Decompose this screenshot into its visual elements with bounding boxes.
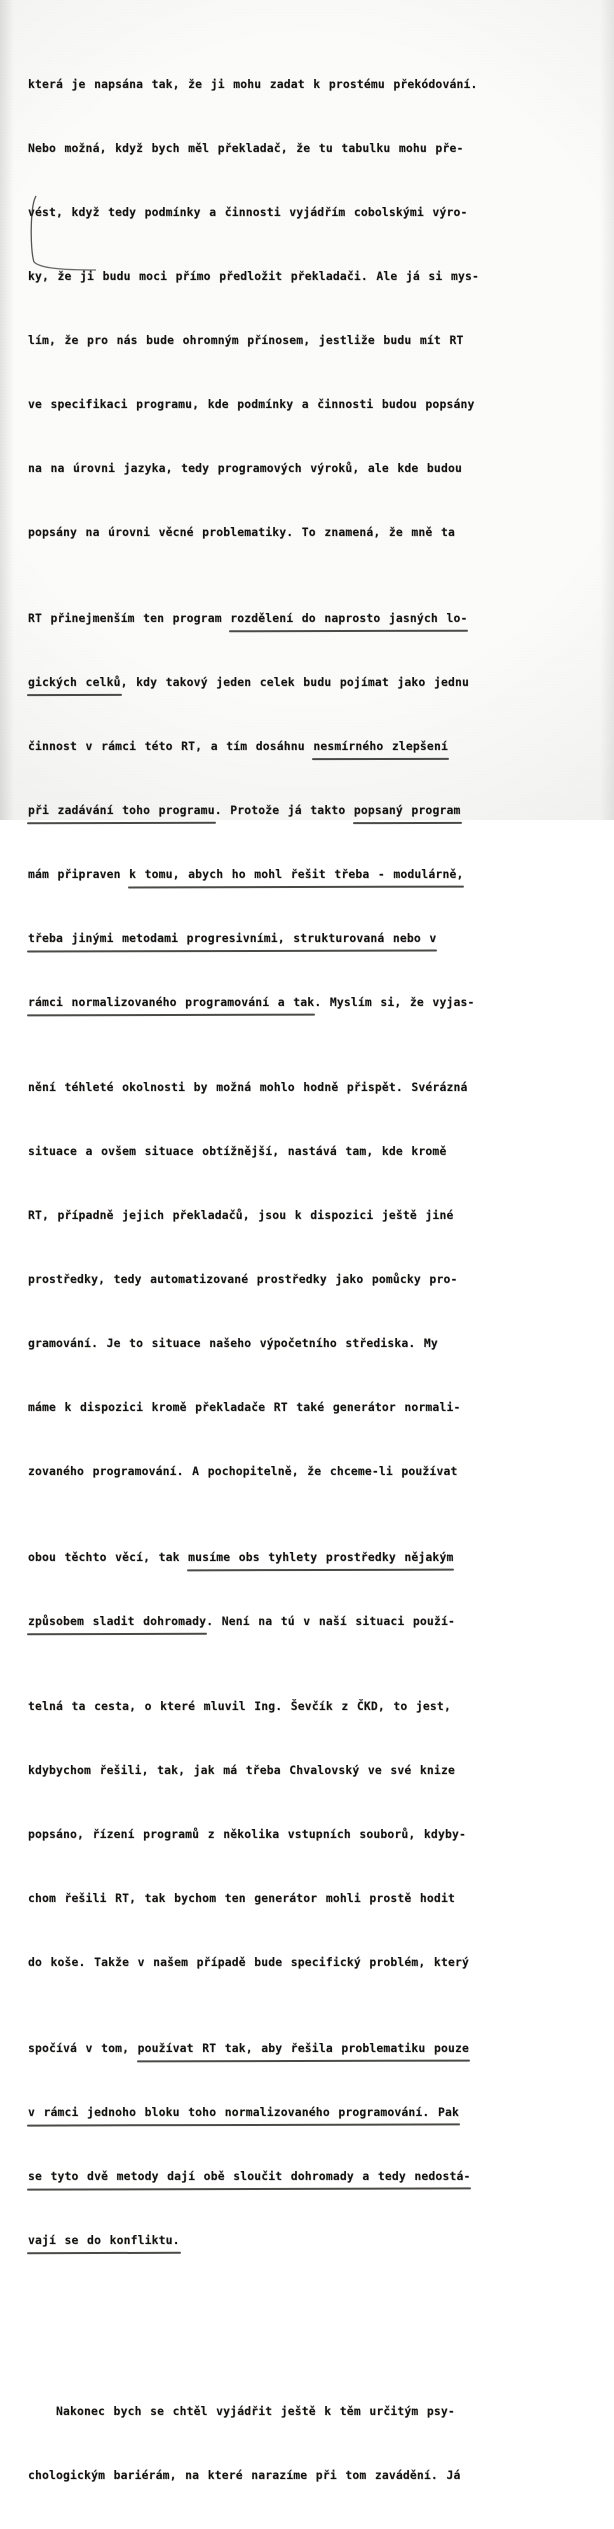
text-line: na na úrovni jazyka, tedy programových výroků, ale kde budou (28, 461, 462, 476)
text-line: do koše. Takže v našem případě bude specifický problém, který (28, 1955, 469, 1970)
text-line-annotated (28, 2038, 596, 2059)
text-line: prostředky, tedy automatizované prostředky jako pomůcky pro- (28, 1272, 458, 1287)
text-line-annotated (28, 800, 596, 821)
underline-annotation: způsobem sladit dohromady (28, 1611, 206, 1632)
text-line-annotated (28, 672, 596, 693)
text-line: která je napsána tak, že ji mohu zadat k prostému překódování. (28, 77, 478, 92)
text-segment: . Protože já takto (214, 802, 354, 817)
document-body (28, 10, 596, 2529)
text-line: chom řešili RT, tak bychom ten generátor mohli prostě hodit (28, 1891, 455, 1906)
page-left-shadow (0, 0, 14, 820)
text-line-annotated (28, 992, 596, 1013)
text-line: gramování. Je to situace našeho výpočetního střediska. My (28, 1336, 438, 1351)
underline-annotation: v rámci jednoho bloku toho normalizovaného programování. Pak (28, 2102, 459, 2123)
underline-annotation: musíme obs tyhlety prostředky nějakým (188, 1547, 453, 1568)
underline-annotation: k tomu, abych ho mohl řešit třeba - modulárně, (129, 864, 463, 885)
text-line: Nakonec bych se chtěl vyjádřit ještě k těm určitým psy- (56, 2403, 455, 2418)
text-line: vést, když tedy podmínky a činnosti vyjádřím cobolskými výro- (28, 205, 468, 220)
text-line-annotated (28, 1547, 596, 1568)
text-line-annotated (28, 928, 596, 949)
underline-annotation: popsaný program (354, 800, 461, 821)
text-line: RT, případně jejich překladačů, jsou k dispozici ještě jiné (28, 1208, 454, 1223)
text-segment: mám připraven (28, 866, 130, 881)
text-line: popsány na úrovni věcné problematiky. To znamená, že mně ta (28, 525, 455, 540)
underline-annotation: používat RT tak, aby řešila problematiku pouze (138, 2038, 469, 2059)
text-line-annotated (28, 2230, 596, 2251)
text-line: chologickým bariérám, na které narazíme při tom zavádění. Já (28, 2467, 461, 2482)
underline-annotation: rozdělení do naprosto jasných lo- (230, 608, 467, 629)
text-line: nění téhleté okolnosti by možná mohlo hodně přispět. Svérázná (28, 1080, 468, 1095)
text-line: máme k dispozici kromě překladače RT také generátor normali- (28, 1400, 461, 1415)
text-line: telná ta cesta, o které mluvil Ing. Ševčík z ČKD, to jest, (28, 1699, 451, 1714)
underline-annotation: nesmírného zlepšení (313, 736, 448, 757)
text-segment: obou těchto věcí, tak (28, 1549, 189, 1564)
text-segment: spočívá v tom, (28, 2040, 138, 2055)
text-line-annotated (28, 736, 596, 757)
text-line: Nebo možná, když bych měl překladač, že tu tabulku mohu pře- (28, 141, 464, 156)
text-line-annotated (28, 608, 596, 629)
text-line-annotated (28, 2102, 596, 2123)
underline-annotation: rámci normalizovaného programování a tak (28, 992, 314, 1013)
underline-annotation: vají se do konfliktu. (28, 2230, 180, 2251)
underline-annotation: při zadávání toho programu (28, 800, 215, 821)
underline-annotation: gických celků (28, 672, 121, 693)
text-line: ve specifikaci programu, kde podmínky a činnosti budou popsány (28, 397, 475, 412)
text-segment: . Není na tú v naší situaci použí- (206, 1613, 455, 1628)
paragraph-gap (28, 2315, 596, 2336)
text-line: ky, že ji budu moci přímo předložit překladači. Ale já si mys- (28, 269, 479, 284)
text-line: kdybychom řešili, tak, jak má třeba Chvalovský ve své knize (28, 1763, 455, 1778)
page-right-shadow (600, 0, 614, 820)
text-line-annotated (28, 864, 596, 885)
underline-annotation: se tyto dvě metody dají obě sloučit dohromady a tedy nedostá- (28, 2166, 470, 2187)
text-segment: . Myslím si, že vyjas- (314, 994, 475, 1009)
text-line-annotated (28, 1611, 596, 1632)
underline-annotation: třeba jinými metodami progresivními, strukturovaná nebo v (28, 928, 436, 949)
text-segment: , kdy takový jeden celek budu pojímat jako jednu (120, 674, 469, 689)
text-line: situace a ovšem situace obtížnější, nastává tam, kde kromě (28, 1144, 447, 1159)
text-line-annotated (28, 2166, 596, 2187)
text-line: lím, že pro nás bude ohromným přínosem, jestliže budu mít RT (28, 333, 464, 348)
text-line: popsáno, řízení programů z několika vstupních souborů, kdyby- (28, 1827, 466, 1842)
text-segment: RT přinejmenším ten program (28, 610, 231, 625)
text-line: zovaného programování. A pochopitelně, že chceme-li používat (28, 1464, 458, 1479)
text-segment: činnost v rámci této RT, a tím dosáhnu (28, 738, 314, 753)
